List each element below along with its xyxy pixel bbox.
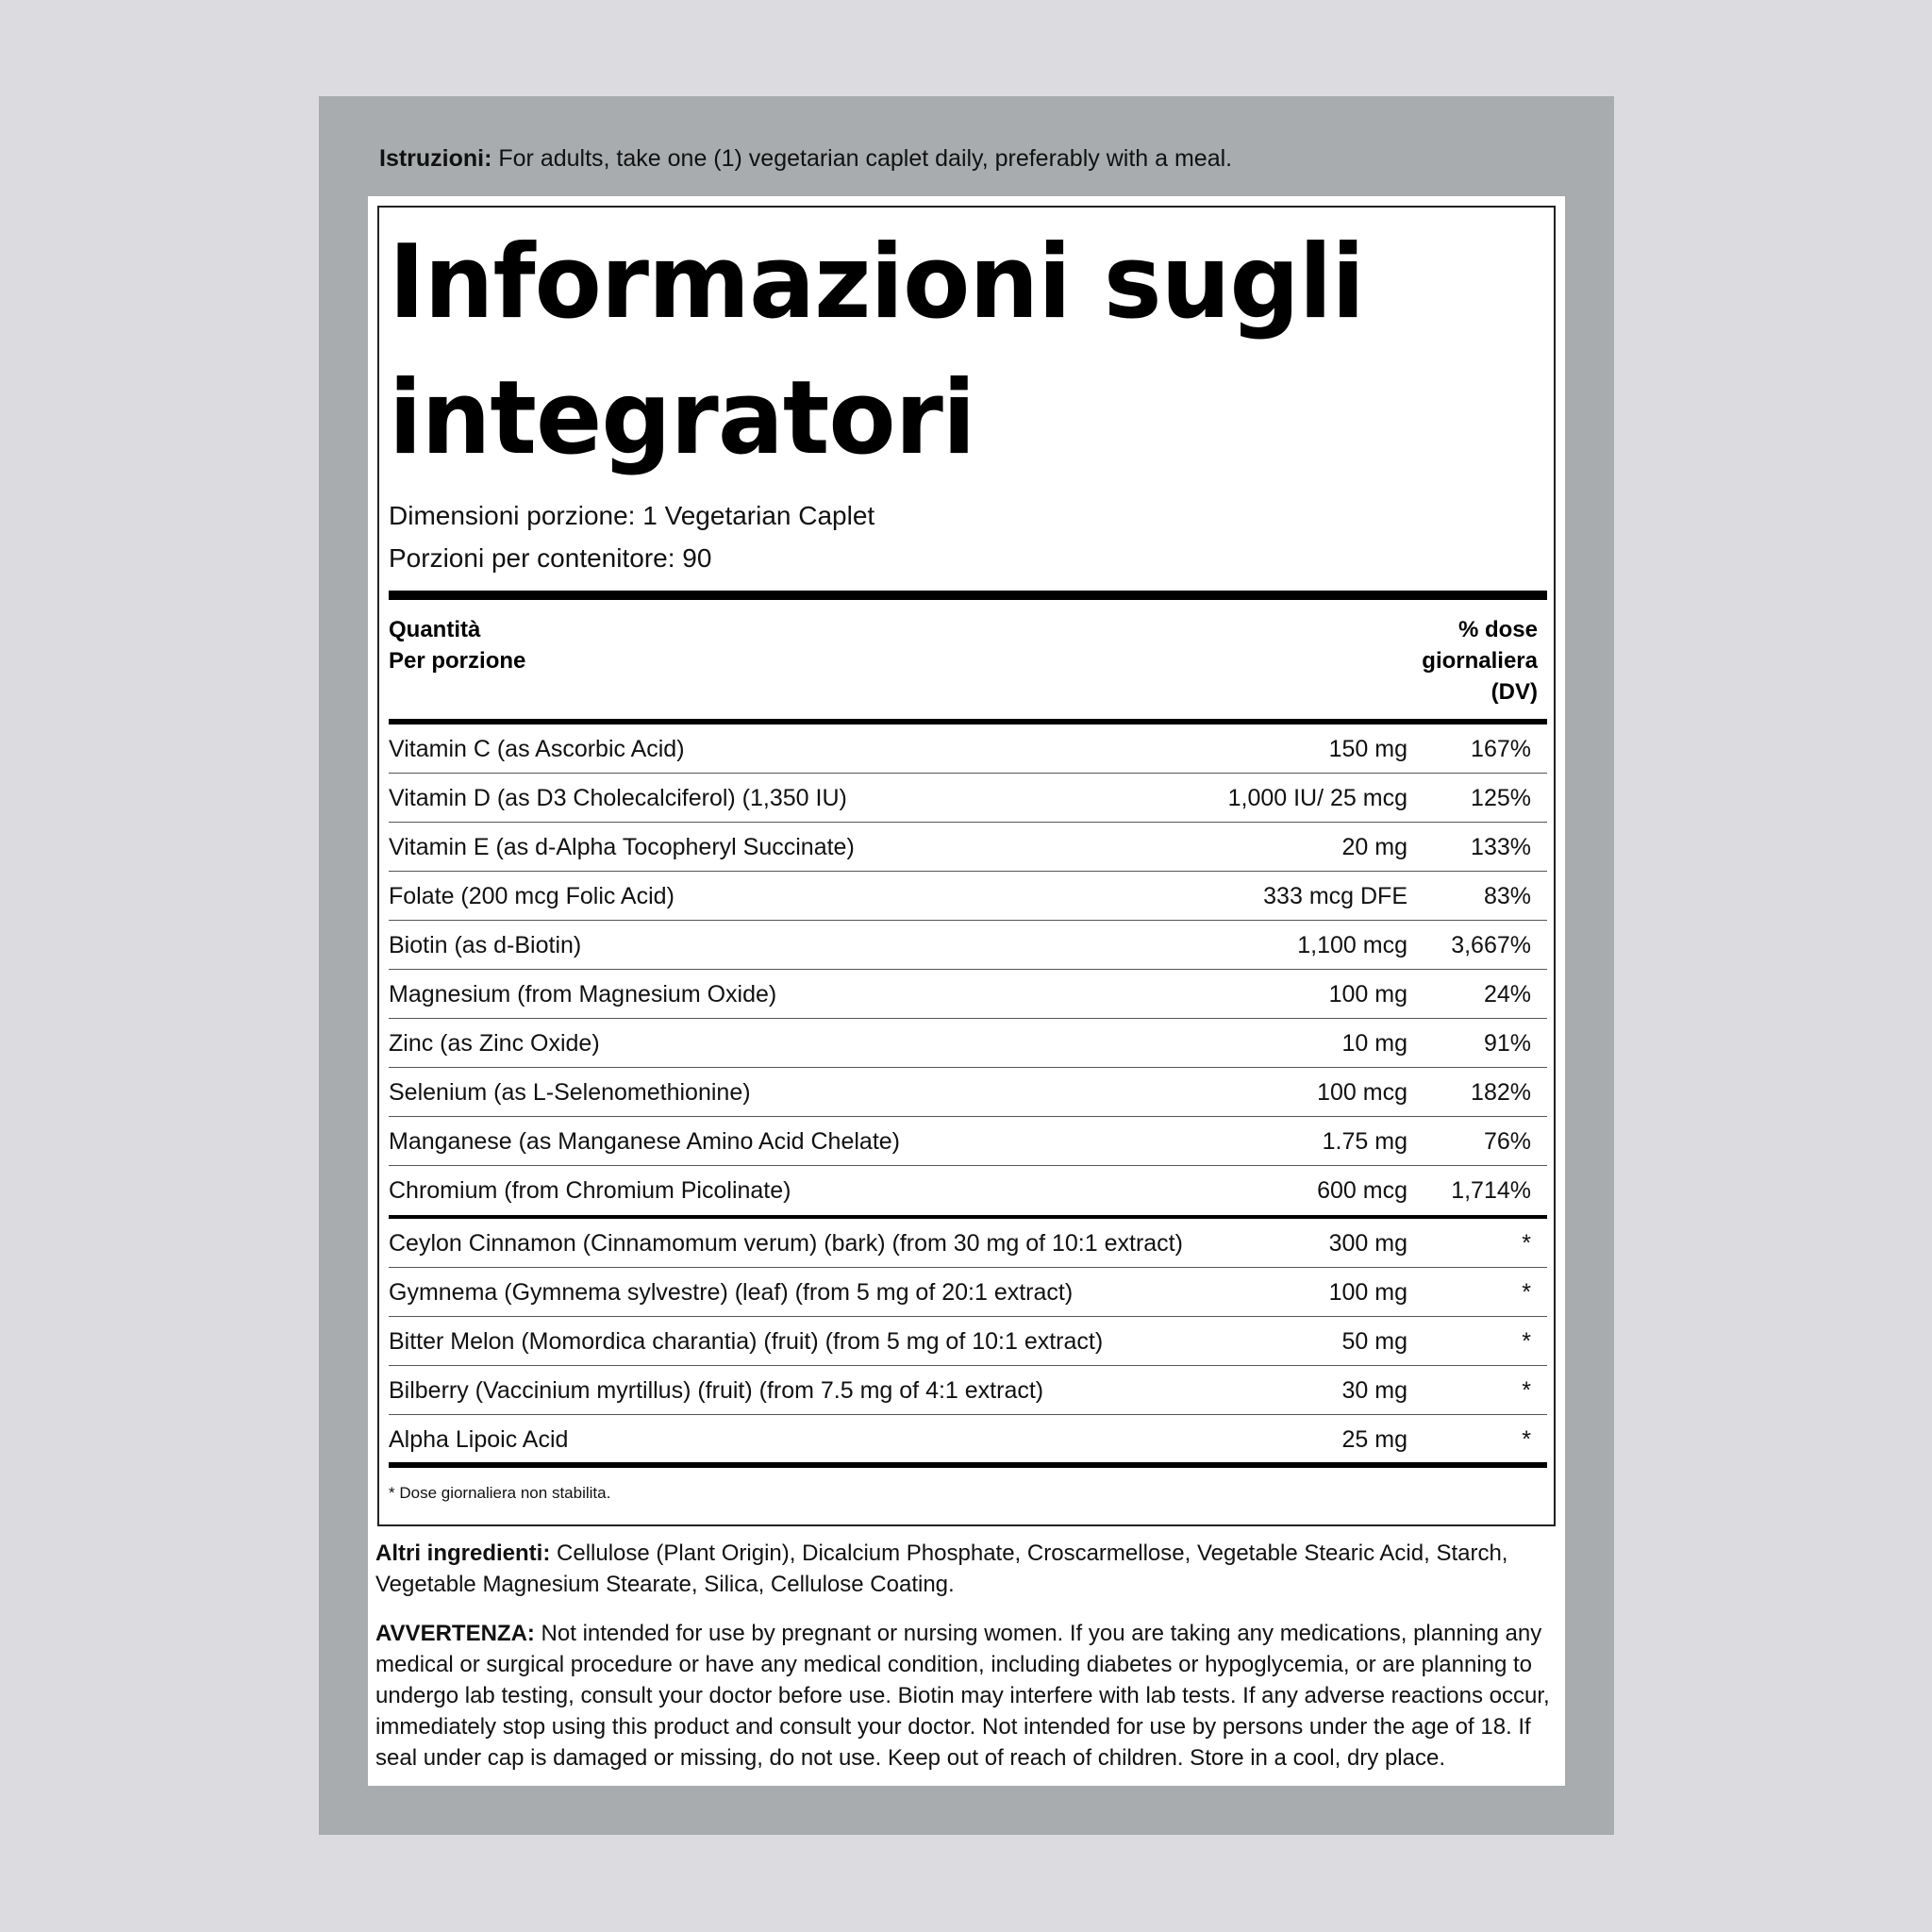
nutrient-dv: 1,714% bbox=[1451, 1177, 1531, 1204]
botanical-row bbox=[389, 1219, 1547, 1268]
divider-bottom bbox=[389, 1462, 1547, 1468]
botanical-row bbox=[389, 1268, 1547, 1317]
nutrient-list bbox=[389, 724, 1547, 1215]
nutrient-dv: 91% bbox=[1483, 1030, 1531, 1057]
botanical-list bbox=[389, 1219, 1547, 1464]
botanical-dv: * bbox=[1522, 1377, 1531, 1404]
botanical-name: Ceylon Cinnamon (Cinnamomum verum) (bark) (from 30 mg of 10:1 extract) bbox=[389, 1230, 1183, 1257]
botanical-amount: 300 mg bbox=[1328, 1230, 1407, 1257]
nutrient-name: Vitamin D (as D3 Cholecalciferol) (1,350 IU) bbox=[389, 785, 847, 811]
other-ingredients-body: Cellulose (Plant Origin), Dicalcium Phosphate, Croscarmellose, Vegetable Stearic Acid, Starch, Vegetable Magnesium Stearate, Silica, Cellulose Coating. bbox=[375, 1541, 1508, 1597]
warning-label: AVVERTENZA: bbox=[375, 1621, 535, 1646]
botanical-name: Gymnema (Gymnema sylvestre) (leaf) (from 5 mg of 20:1 extract) bbox=[389, 1279, 1074, 1306]
nutrient-row bbox=[389, 1166, 1547, 1215]
botanical-row bbox=[389, 1366, 1547, 1415]
nutrient-amount: 150 mg bbox=[1328, 736, 1407, 762]
nutrient-row bbox=[389, 724, 1547, 774]
warning-body: Not intended for use by pregnant or nursing women. If you are taking any medications, planning any medical or surgical procedure or have any medical condition, including diabetes or hypoglycemia, or are planning to undergo lab testing, consult your doctor before use. Biotin may interfere with lab tests. If any adverse reactions occur, immediately stop using this product and consult your doctor. Not intended for use by persons under the age of 18. If seal under cap is damaged or missing, do not use. Keep out of reach of children. Store in a cool, dry place. bbox=[375, 1621, 1550, 1771]
dv-footnote: * Dose giornaliera non stabilita. bbox=[389, 1484, 611, 1502]
nutrient-amount: 1.75 mg bbox=[1322, 1128, 1407, 1155]
nutrient-amount: 1,000 IU/ 25 mcg bbox=[1227, 785, 1407, 811]
nutrient-dv: 83% bbox=[1483, 883, 1531, 909]
dv-header bbox=[1422, 614, 1538, 708]
warning-text bbox=[375, 1618, 1555, 1774]
other-ingredients bbox=[375, 1538, 1555, 1600]
nutrient-row bbox=[389, 823, 1547, 872]
nutrient-dv: 133% bbox=[1471, 834, 1531, 860]
nutrient-dv: 125% bbox=[1471, 785, 1531, 811]
botanical-amount: 30 mg bbox=[1341, 1377, 1407, 1404]
nutrient-dv: 167% bbox=[1471, 736, 1531, 762]
serving-size: Dimensioni porzione: 1 Vegetarian Caplet bbox=[389, 501, 875, 530]
amount-header-line1: Quantità bbox=[389, 617, 481, 642]
directions-text bbox=[379, 143, 1558, 174]
directions-body: For adults, take one (1) vegetarian caplet daily, preferably with a meal. bbox=[491, 145, 1233, 172]
nutrient-dv: 76% bbox=[1483, 1128, 1531, 1155]
facts-title: Informazioni sugli integratori bbox=[389, 224, 1364, 477]
divider-thick bbox=[389, 591, 1547, 600]
nutrient-row bbox=[389, 1117, 1547, 1166]
nutrient-name: Zinc (as Zinc Oxide) bbox=[389, 1030, 600, 1057]
servings-per-container: Porzioni per contenitore: 90 bbox=[389, 543, 712, 573]
botanical-dv: * bbox=[1522, 1426, 1531, 1453]
nutrient-name: Magnesium (from Magnesium Oxide) bbox=[389, 981, 777, 1008]
nutrient-name: Vitamin E (as d-Alpha Tocopheryl Succinate) bbox=[389, 834, 855, 860]
nutrient-dv: 24% bbox=[1483, 981, 1531, 1008]
nutrient-name: Folate (200 mcg Folic Acid) bbox=[389, 883, 675, 909]
botanical-row bbox=[389, 1415, 1547, 1464]
botanical-name: Bitter Melon (Momordica charantia) (fruit) (from 5 mg of 10:1 extract) bbox=[389, 1328, 1104, 1355]
nutrient-amount: 20 mg bbox=[1341, 834, 1407, 860]
nutrient-amount: 1,100 mcg bbox=[1297, 932, 1407, 958]
nutrient-row bbox=[389, 774, 1547, 823]
amount-header bbox=[389, 614, 525, 676]
nutrient-name: Biotin (as d-Biotin) bbox=[389, 932, 582, 958]
nutrient-amount: 100 mcg bbox=[1317, 1079, 1407, 1106]
dv-header-line2: giornaliera bbox=[1422, 648, 1538, 674]
directions-label: Istruzioni: bbox=[379, 145, 492, 172]
other-ingredients-label: Altri ingredienti: bbox=[375, 1541, 551, 1566]
botanical-dv: * bbox=[1522, 1230, 1531, 1257]
nutrient-row bbox=[389, 1019, 1547, 1068]
nutrient-amount: 600 mcg bbox=[1317, 1177, 1407, 1204]
nutrient-amount: 10 mg bbox=[1341, 1030, 1407, 1057]
nutrient-name: Manganese (as Manganese Amino Acid Chelate) bbox=[389, 1128, 900, 1155]
nutrient-row bbox=[389, 872, 1547, 921]
botanical-amount: 25 mg bbox=[1341, 1426, 1407, 1453]
botanical-amount: 50 mg bbox=[1341, 1328, 1407, 1355]
supplement-facts-box bbox=[377, 206, 1556, 1526]
dv-header-line1: % dose bbox=[1457, 617, 1538, 642]
botanical-row bbox=[389, 1317, 1547, 1366]
nutrient-row bbox=[389, 970, 1547, 1019]
nutrient-amount: 100 mg bbox=[1328, 981, 1407, 1008]
botanical-name: Alpha Lipoic Acid bbox=[389, 1426, 569, 1453]
botanical-dv: * bbox=[1522, 1328, 1531, 1355]
dv-header-line3: (DV) bbox=[1491, 679, 1538, 705]
nutrient-amount: 333 mcg DFE bbox=[1263, 883, 1407, 909]
botanical-name: Bilberry (Vaccinium myrtillus) (fruit) (from 7.5 mg of 4:1 extract) bbox=[389, 1377, 1044, 1404]
botanical-dv: * bbox=[1522, 1279, 1531, 1306]
nutrient-name: Selenium (as L-Selenomethionine) bbox=[389, 1079, 751, 1106]
nutrient-dv: 3,667% bbox=[1451, 932, 1531, 958]
botanical-amount: 100 mg bbox=[1328, 1279, 1407, 1306]
nutrient-name: Chromium (from Chromium Picolinate) bbox=[389, 1177, 791, 1204]
nutrient-row bbox=[389, 1068, 1547, 1117]
nutrient-name: Vitamin C (as Ascorbic Acid) bbox=[389, 736, 685, 762]
nutrient-row bbox=[389, 921, 1547, 970]
nutrient-dv: 182% bbox=[1471, 1079, 1531, 1106]
amount-header-line2: Per porzione bbox=[389, 648, 526, 674]
